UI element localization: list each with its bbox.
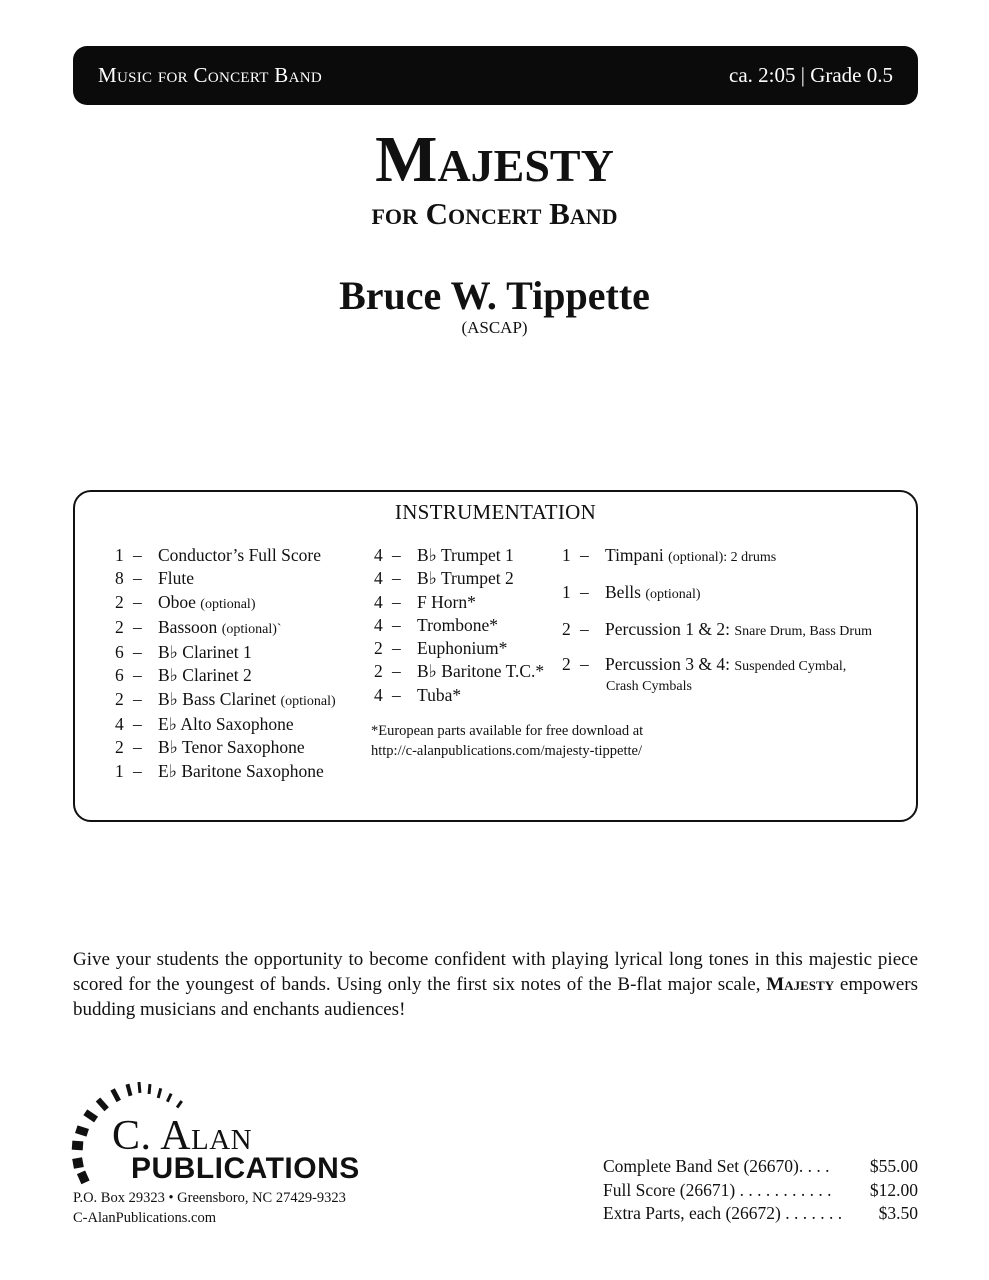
composer-affiliation: (ASCAP) <box>461 318 528 337</box>
instrumentation-column-2 <box>374 544 544 707</box>
instrument-row: 1 – Bells (optional) <box>562 581 701 602</box>
instrument-row: 2 – Percussion 3 & 4: Suspended Cymbal, Crash Cymbals <box>562 654 847 695</box>
instrumentation-column-3 <box>562 544 872 709</box>
header-bar <box>73 46 918 105</box>
instrument-row: 8 – Flute <box>115 568 194 589</box>
piece-subtitle: for Concert Band <box>371 196 618 231</box>
instrument-row: 4 – B♭ Trumpet 2 <box>374 568 514 589</box>
instrumentation-box <box>73 490 918 822</box>
instrumentation-heading: INSTRUMENTATION <box>394 500 597 524</box>
publisher-name: C. Alan <box>112 1113 253 1159</box>
instrument-row: 1 – Conductor’s Full Score <box>115 545 322 565</box>
instrument-row: 4 – Trombone* <box>374 614 499 635</box>
publisher-website: C-AlanPublications.com <box>73 1210 216 1226</box>
instrument-row: 4 – Tuba* <box>374 684 462 705</box>
series-label: Music for Concert Band <box>98 63 322 87</box>
instrument-row: 1 – E♭ Baritone Saxophone <box>115 760 324 781</box>
piece-description: Give your students the opportunity to become confident with playing lyrical long tones in this majestic piece scored for the youngest of bands. Using only the first six notes of the B-flat major scale, Majesty empowers budding musicians and enchants audiences! <box>73 949 918 1020</box>
price-row: Extra Parts, each (26672) . . . . . . . $3.50 <box>603 1203 918 1223</box>
publisher-name-line2: PUBLICATIONS <box>131 1152 360 1185</box>
instrument-row: 1 – Timpani (optional): 2 drums <box>562 545 777 565</box>
instrument-row: 2 – B♭ Baritone T.C.* <box>374 661 545 682</box>
price-row: Full Score (26671) . . . . . . . . . . . $12.00 <box>603 1179 918 1200</box>
european-parts-footnote: *European parts available for free download at http://c-alanpublications.com/majesty-tippette/ <box>371 723 644 759</box>
instrument-row: 4 – F Horn* <box>374 591 476 612</box>
instrument-row: 2 – B♭ Tenor Saxophone <box>115 737 305 758</box>
instrument-row: 2 – Euphonium* <box>374 638 508 659</box>
price-row: Complete Band Set (26670). . . . $55.00 <box>603 1156 918 1176</box>
instrumentation-column-1 <box>115 544 336 783</box>
description-title-emphasis: Majesty <box>766 974 835 995</box>
download-url: http://c-alanpublications.com/majesty-tippette/ <box>371 743 642 759</box>
instrument-row: 6 – B♭ Clarinet 1 <box>115 642 252 663</box>
duration-grade: ca. 2:05 | Grade 0.5 <box>729 63 893 87</box>
piece-title: Majesty <box>375 123 614 196</box>
publisher-address-block <box>73 1188 346 1228</box>
instrument-row: 2 – B♭ Bass Clarinet (optional) <box>115 688 336 709</box>
instrument-row: 4 – E♭ Alto Saxophone <box>115 714 294 735</box>
instrument-row: 6 – B♭ Clarinet 2 <box>115 665 252 686</box>
price-list <box>603 1155 918 1226</box>
composer-name: Bruce W. Tippette <box>339 273 650 318</box>
publisher-address: P.O. Box 29323 • Greensboro, NC 27429-9323 <box>73 1190 346 1206</box>
instrument-row: 2 – Bassoon (optional)` <box>115 616 282 637</box>
instrument-row: 4 – B♭ Trumpet 1 <box>374 545 514 565</box>
instrument-row: 2 – Percussion 1 & 2: Snare Drum, Bass Drum <box>562 618 872 639</box>
instrument-row: 2 – Oboe (optional) <box>115 591 256 612</box>
